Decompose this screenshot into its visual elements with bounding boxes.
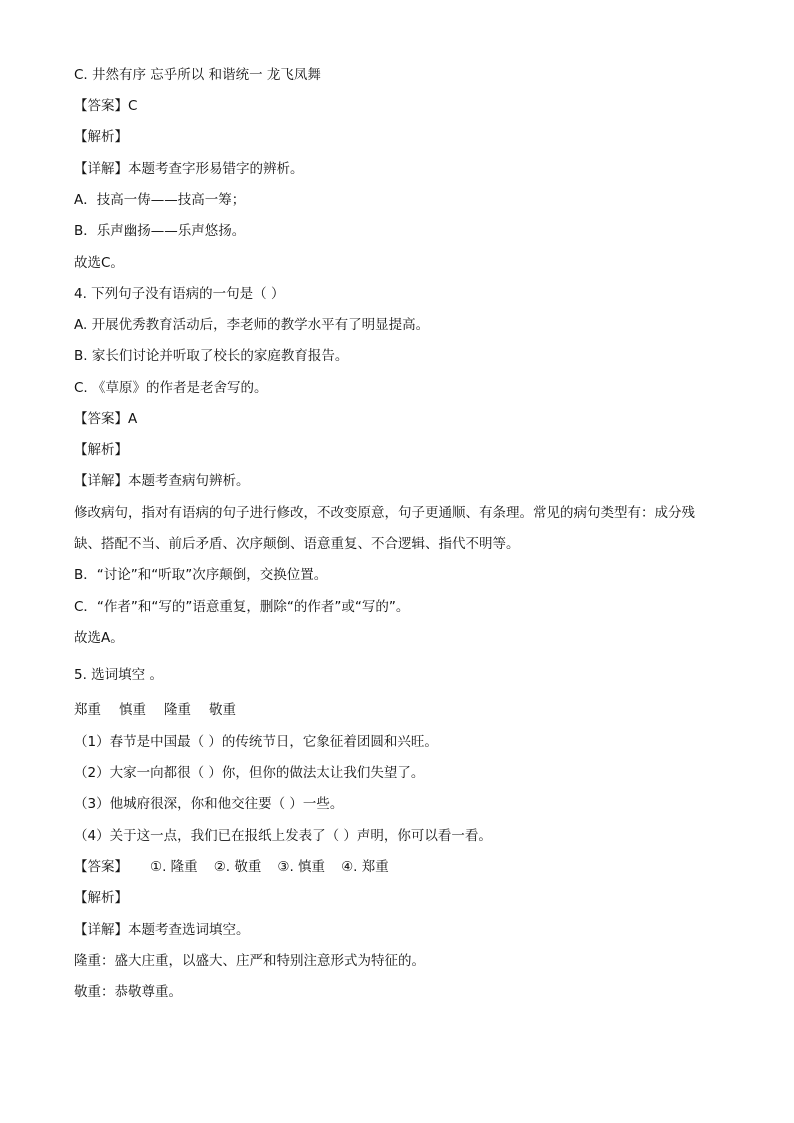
q4-answer-tag: 【答案】 — [74, 411, 128, 427]
q5-word: 慎重 — [119, 702, 146, 718]
q5-word: 郑重 — [74, 702, 101, 718]
q5-answer-item: ①. 隆重 — [150, 859, 198, 875]
q4-conclusion: 故选A。 — [74, 630, 124, 646]
q4-option-a: A. 开展优秀教育活动后，李老师的教学水平有了明显提高。 — [74, 317, 430, 333]
q5-item-1: （1）春节是中国最（ ）的传统节日，它象征着团圆和兴旺。 — [74, 734, 438, 750]
q4-answer: A — [128, 411, 138, 427]
q5-answer-tag: 【答案】 — [74, 859, 128, 875]
q3-answer: C — [128, 98, 138, 114]
q5-analysis-tag: 【解析】 — [74, 890, 128, 906]
q5-answer-item: ③. 慎重 — [277, 859, 326, 875]
q4-option-c: C. 《草原》的作者是老舍写的。 — [74, 380, 268, 396]
q5-detail: 【详解】本题考查选词填空。 — [74, 922, 250, 938]
q5-answer-item: ④. 郑重 — [341, 859, 389, 875]
q5-definition-2: 敬重：恭敬尊重。 — [74, 984, 182, 1000]
q4-option-b: B. 家长们讨论并听取了校长的家庭教育报告。 — [74, 348, 349, 364]
q5-word: 隆重 — [164, 702, 191, 718]
q5-definition-1: 隆重：盛大庄重，以盛大、庄严和特别注意形式为特征的。 — [74, 953, 425, 969]
q4-answer-line — [74, 410, 137, 428]
q3-answer-tag: 【答案】 — [74, 98, 128, 114]
q5-answer-item: ②. 敬重 — [213, 859, 262, 875]
q5-stem: 5. 选词填空 。 — [74, 667, 163, 683]
q5-word-bank — [74, 701, 236, 719]
q5-item-4: （4）关于这一点，我们已在报纸上发表了（ ）声明，你可以看一看。 — [74, 828, 492, 844]
q3-conclusion: 故选C。 — [74, 255, 124, 271]
q3-answer-line — [74, 97, 137, 115]
q3-detail: 【详解】本题考查字形易错字的辨析。 — [74, 161, 304, 177]
q4-fix-b: B．“讨论”和“听取”次序颠倒，交换位置。 — [74, 567, 328, 583]
q5-word: 敬重 — [209, 702, 236, 718]
q4-detail: 【详解】本题考查病句辨析。 — [74, 473, 250, 489]
q4-stem: 4. 下列句子没有语病的一句是（ ） — [74, 286, 285, 302]
q3-fix-a: A．技高一俦——技高一筹； — [74, 192, 246, 208]
q3-option-c: C. 井然有序 忘乎所以 和谐统一 龙飞凤舞 — [74, 67, 321, 83]
q4-fix-c: C．“作者”和“写的”语意重复，删除“的作者”或“写的”。 — [74, 599, 410, 615]
q4-analysis-tag: 【解析】 — [74, 442, 128, 458]
q5-item-2: （2）大家一向都很（ ）你，但你的做法太让我们失望了。 — [74, 765, 425, 781]
q5-answer-line — [74, 858, 389, 876]
q4-explain-line-1: 修改病句，指对有语病的句子进行修改，不改变原意，句子更通顺、有条理。常见的病句类型有：成分残 — [74, 505, 695, 521]
q3-fix-b: B．乐声幽扬——乐声悠扬。 — [74, 223, 246, 239]
q5-item-3: （3）他城府很深，你和他交往要（ ）一些。 — [74, 796, 344, 812]
q3-analysis-tag: 【解析】 — [74, 129, 128, 145]
q4-explain-line-2: 缺、搭配不当、前后矛盾、次序颠倒、语意重复、不合逻辑、指代不明等。 — [74, 536, 520, 552]
